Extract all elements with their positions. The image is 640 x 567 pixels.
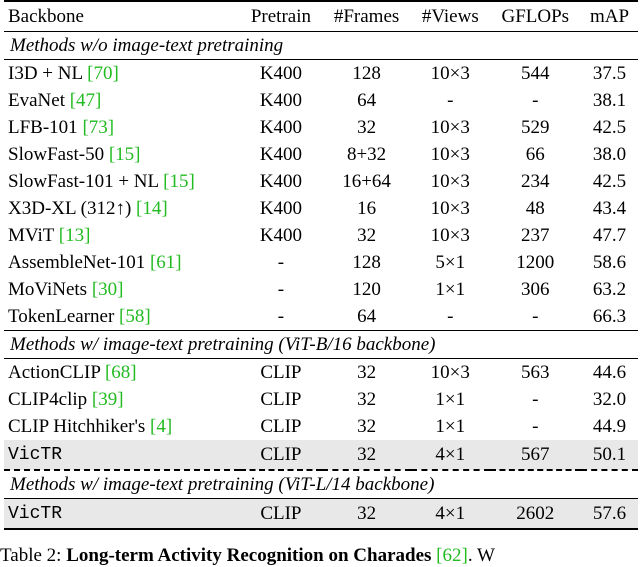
row-gflops: 529 [521, 117, 550, 138]
row-gflops: 563 [521, 362, 550, 383]
row-gflops: 48 [525, 198, 545, 219]
table-row [4, 413, 638, 440]
header-map: mAP [581, 1, 638, 32]
row-gflops: 234 [521, 171, 550, 192]
citation-link[interactable]: [73] [82, 117, 115, 138]
row-frames: 32 [357, 389, 377, 410]
row-backbone [4, 195, 240, 222]
row-gflops: - [532, 90, 539, 111]
row-method-name: TokenLearner [8, 306, 120, 327]
results-table-container [4, 0, 638, 530]
section-row-vitb16 [4, 331, 638, 359]
row-pretrain: CLIP [240, 440, 322, 470]
section-label: Methods w/ image-text pretraining (ViT-L/14 backbone) [4, 470, 638, 499]
table-caption [0, 545, 640, 567]
row-map: 38.1 [592, 90, 627, 111]
row-frames: 16 [357, 198, 377, 219]
row-gflops: 1200 [516, 252, 555, 273]
row-method-name: ActionCLIP [8, 362, 105, 383]
row-views: 10×3 [430, 171, 470, 192]
row-pretrain: CLIP [260, 389, 302, 410]
row-map: 57.6 [581, 499, 638, 530]
row-map: 32.0 [592, 389, 627, 410]
row-method-name: I3D + NL [8, 63, 88, 84]
row-frames: 32 [357, 362, 377, 383]
row-method-name: EvaNet [8, 90, 70, 111]
row-views: 10×3 [430, 362, 470, 383]
row-gflops: - [532, 416, 539, 437]
header-views: #Views [411, 1, 490, 32]
header-gflops: GFLOPs [490, 1, 581, 32]
caption-label: Table 2: [0, 545, 67, 566]
header-pretrain: Pretrain [240, 1, 322, 32]
row-backbone [4, 141, 240, 168]
caption-citation-link[interactable]: [62] [431, 545, 468, 566]
row-map: 66.3 [592, 306, 627, 327]
results-table [4, 0, 638, 530]
row-views: 10×3 [430, 117, 470, 138]
citation-link[interactable]: [61] [149, 252, 182, 273]
table-row-victr-l14 [4, 499, 638, 530]
row-views: 4×1 [411, 440, 490, 470]
row-gflops: 306 [521, 279, 550, 300]
row-method-name: MoViNets [8, 279, 92, 300]
table-row-victr-b16 [4, 440, 638, 470]
row-method-name: SlowFast-50 [8, 144, 109, 165]
row-views: 10×3 [430, 225, 470, 246]
row-method-name: SlowFast-101 + NL [8, 171, 164, 192]
row-frames: 8+32 [346, 144, 387, 165]
row-map: 58.6 [592, 252, 627, 273]
row-method-name: MViT [8, 225, 59, 246]
row-backbone [4, 413, 240, 440]
row-pretrain: K400 [259, 171, 303, 192]
citation-link[interactable]: [4] [150, 416, 173, 437]
row-backbone [4, 359, 240, 387]
citation-link[interactable]: [39] [91, 389, 124, 410]
caption-title: Long-term Activity Recognition on Charades [66, 545, 432, 566]
row-method-name: X3D-XL (312↑) [8, 198, 137, 219]
citation-link[interactable]: [68] [104, 362, 137, 383]
table-row [4, 359, 638, 387]
row-frames: 32 [357, 416, 377, 437]
table-row [4, 114, 638, 141]
row-views: 1×1 [435, 416, 466, 437]
section-row-no-pretrain [4, 32, 638, 60]
row-method-name: CLIP Hitchhiker's [8, 416, 151, 437]
row-frames: 32 [357, 225, 377, 246]
row-method-name: CLIP4clip [8, 389, 92, 410]
row-views: - [447, 306, 454, 327]
row-pretrain: K400 [259, 63, 303, 84]
row-pretrain: - [277, 279, 285, 300]
row-backbone [4, 168, 240, 195]
row-frames: 128 [352, 252, 381, 273]
row-frames: 32 [357, 117, 377, 138]
row-frames: 32 [322, 499, 411, 530]
table-row [4, 195, 638, 222]
row-frames: 16+64 [342, 171, 391, 192]
row-map: 42.5 [592, 171, 627, 192]
row-pretrain: CLIP [260, 362, 302, 383]
row-backbone [4, 440, 240, 470]
table-header-row [4, 1, 638, 32]
citation-link[interactable]: [47] [69, 90, 102, 111]
section-label: Methods w/ image-text pretraining (ViT-B/16 backbone) [4, 331, 638, 359]
row-backbone [4, 303, 240, 331]
table-row [4, 222, 638, 249]
header-frames: #Frames [322, 1, 411, 32]
citation-link[interactable]: [13] [58, 225, 91, 246]
table-row [4, 303, 638, 331]
row-views: 10×3 [430, 198, 470, 219]
row-map: 47.7 [592, 225, 627, 246]
section-label: Methods w/o image-text pretraining [4, 32, 638, 60]
row-backbone [4, 386, 240, 413]
row-gflops: 2602 [490, 499, 581, 530]
row-views: 10×3 [430, 144, 470, 165]
row-views: 5×1 [435, 252, 466, 273]
row-method-name: VicTR [8, 504, 63, 524]
table-row [4, 386, 638, 413]
table-row [4, 249, 638, 276]
row-pretrain: K400 [259, 90, 303, 111]
table-row [4, 60, 638, 88]
row-method-name: VicTR [8, 445, 63, 465]
row-map: 44.6 [592, 362, 627, 383]
row-pretrain: K400 [259, 144, 303, 165]
row-gflops: - [532, 389, 539, 410]
row-frames: 64 [357, 306, 377, 327]
row-gflops: - [532, 306, 539, 327]
row-views: 10×3 [430, 63, 470, 84]
row-views: 4×1 [411, 499, 490, 530]
row-method-name: AssembleNet-101 [8, 252, 150, 273]
citation-link[interactable]: [14] [136, 198, 168, 219]
row-gflops: 66 [525, 144, 545, 165]
row-views: 1×1 [435, 389, 466, 410]
row-gflops: 567 [490, 440, 581, 470]
row-method-name: LFB-101 [8, 117, 83, 138]
row-frames: 128 [352, 63, 381, 84]
row-pretrain: CLIP [260, 416, 302, 437]
row-pretrain: K400 [259, 117, 303, 138]
row-backbone [4, 60, 240, 88]
table-row [4, 141, 638, 168]
row-map: 44.9 [592, 416, 627, 437]
row-backbone [4, 499, 240, 530]
row-backbone [4, 114, 240, 141]
citation-link[interactable]: [30] [91, 279, 124, 300]
row-backbone [4, 87, 240, 114]
caption-rest: . W [467, 545, 495, 566]
citation-link[interactable]: [70] [87, 63, 119, 84]
citation-link[interactable]: [15] [163, 171, 195, 192]
row-gflops: 237 [521, 225, 550, 246]
row-map: 42.5 [592, 117, 627, 138]
row-map: 37.5 [592, 63, 627, 84]
row-backbone [4, 249, 240, 276]
row-views: 1×1 [435, 279, 466, 300]
row-gflops: 544 [521, 63, 550, 84]
table-row [4, 168, 638, 195]
row-pretrain: K400 [259, 225, 303, 246]
row-pretrain: - [277, 306, 285, 327]
row-map: 63.2 [592, 279, 627, 300]
table-row [4, 276, 638, 303]
row-map: 50.1 [581, 440, 638, 470]
row-pretrain: - [277, 252, 285, 273]
citation-link[interactable]: [58] [119, 306, 151, 327]
row-pretrain: K400 [259, 198, 303, 219]
row-frames: 32 [322, 440, 411, 470]
row-backbone [4, 276, 240, 303]
row-frames: 64 [357, 90, 377, 111]
section-row-vitl14 [4, 470, 638, 499]
row-views: - [447, 90, 454, 111]
header-backbone: Backbone [4, 1, 240, 32]
row-backbone [4, 222, 240, 249]
table-row [4, 87, 638, 114]
row-frames: 120 [352, 279, 381, 300]
row-pretrain: CLIP [240, 499, 322, 530]
citation-link[interactable]: [15] [108, 144, 141, 165]
row-map: 38.0 [592, 144, 627, 165]
row-map: 43.4 [592, 198, 627, 219]
